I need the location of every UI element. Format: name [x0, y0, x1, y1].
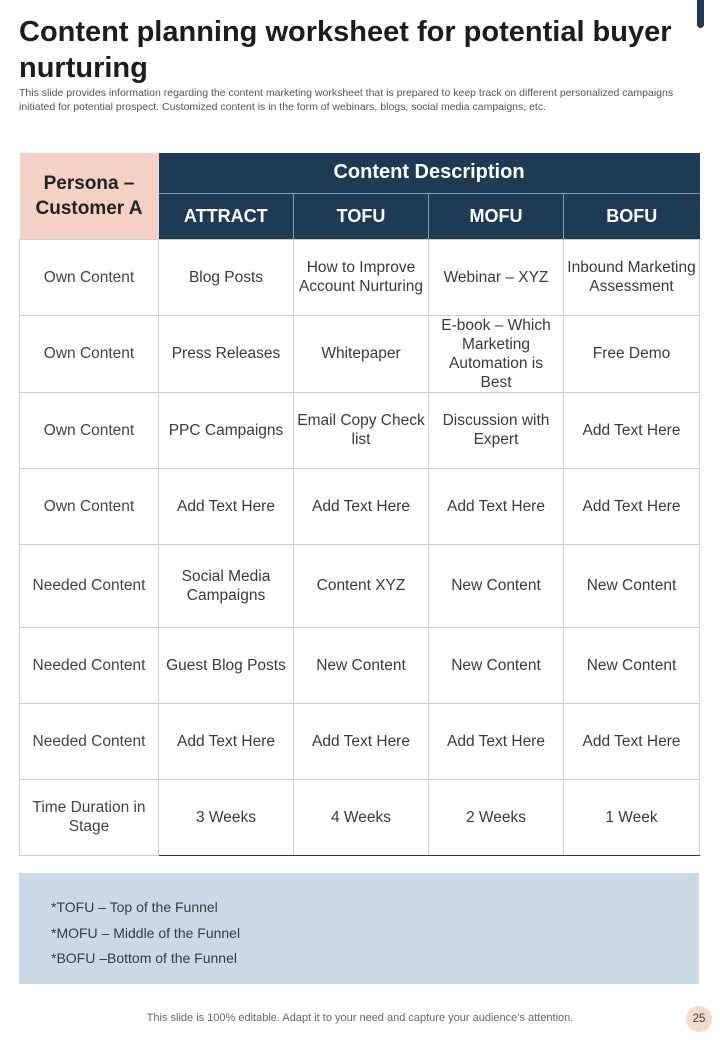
table-cell: Add Text Here [159, 703, 294, 779]
table-cell: 4 Weeks [294, 779, 429, 855]
table-cell: 1 Week [564, 779, 700, 855]
content-planning-table [19, 153, 700, 856]
table-cell: New Content [564, 627, 700, 703]
persona-header: Persona – Customer A [20, 153, 159, 239]
row-label: Needed Content [20, 703, 159, 779]
table-cell: Email Copy Check list [294, 392, 429, 468]
table-cell: Add Text Here [429, 703, 564, 779]
table-cell: Free Demo [564, 315, 700, 392]
row-label: Own Content [20, 468, 159, 544]
table-cell: Discussion with Expert [429, 392, 564, 468]
table-cell: Blog Posts [159, 239, 294, 315]
table-cell: New Content [429, 544, 564, 627]
table-cell: E-book – Which Marketing Automation is Best [429, 315, 564, 392]
table-cell: PPC Campaigns [159, 392, 294, 468]
row-label: Own Content [20, 239, 159, 315]
note-tofu: *TOFU – Top of the Funnel [51, 899, 218, 915]
note-bofu: *BOFU –Bottom of the Funnel [51, 950, 237, 966]
row-label: Own Content [20, 315, 159, 392]
table-cell: New Content [429, 627, 564, 703]
notes-box [19, 873, 699, 984]
table-row [20, 239, 700, 315]
table-cell: Add Text Here [429, 468, 564, 544]
table-cell: New Content [564, 544, 700, 627]
table-cell: New Content [294, 627, 429, 703]
table-cell: How to Improve Account Nurturing [294, 239, 429, 315]
table-cell: 2 Weeks [429, 779, 564, 855]
table-cell: Add Text Here [294, 703, 429, 779]
column-header-tofu: TOFU [294, 193, 429, 239]
table-row [20, 627, 700, 703]
table-cell: Add Text Here [564, 392, 700, 468]
column-header-attract: ATTRACT [159, 193, 294, 239]
table-row [20, 392, 700, 468]
table-row [20, 468, 700, 544]
table-row [20, 315, 700, 392]
table-cell: Inbound Marketing Assessment [564, 239, 700, 315]
table-cell: Add Text Here [159, 468, 294, 544]
table-cell: Webinar – XYZ [429, 239, 564, 315]
column-header-bofu: BOFU [564, 193, 700, 239]
page-number: 25 [686, 1006, 712, 1032]
table-cell: Guest Blog Posts [159, 627, 294, 703]
row-label: Own Content [20, 392, 159, 468]
table-cell: Press Releases [159, 315, 294, 392]
page-title: Content planning worksheet for potential buyer nurturing [19, 16, 672, 84]
footer-text: This slide is 100% editable. Adapt it to your need and capture your audience’s attention. [146, 1012, 574, 1024]
table-cell: Add Text Here [564, 468, 700, 544]
table-cell: Add Text Here [564, 703, 700, 779]
table-cell: 3 Weeks [159, 779, 294, 855]
table-cell: Add Text Here [294, 468, 429, 544]
row-label: Time Duration in Stage [20, 779, 159, 855]
row-label: Needed Content [20, 627, 159, 703]
page-subtitle: This slide provides information regarding the content marketing worksheet that is prepared to keep track on different personalized campaigns initiated for potential prospect. Customized content is in the form of webinars, blogs, social media campaigns, etc. [19, 87, 674, 113]
content-description-header: Content Description [159, 153, 700, 193]
table-row [20, 703, 700, 779]
column-header-mofu: MOFU [429, 193, 564, 239]
table-cell: Content XYZ [294, 544, 429, 627]
row-label: Needed Content [20, 544, 159, 627]
table-row [20, 544, 700, 627]
table-cell: Whitepaper [294, 315, 429, 392]
table-cell: Social Media Campaigns [159, 544, 294, 627]
note-mofu: *MOFU – Middle of the Funnel [51, 924, 241, 941]
table-row [20, 779, 700, 855]
corner-accent-bar [697, 0, 704, 28]
